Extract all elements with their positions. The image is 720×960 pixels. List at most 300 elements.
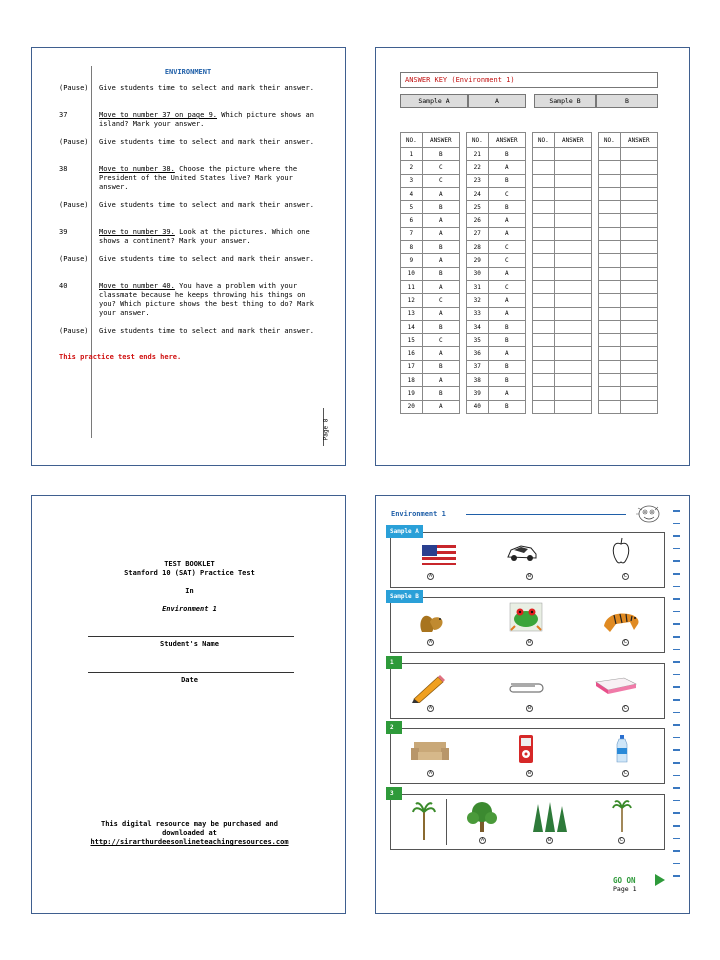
sample-b-value: B bbox=[596, 94, 658, 108]
cell-number: 36 bbox=[467, 347, 489, 360]
sample-a-label: Sample A bbox=[400, 94, 468, 108]
table-row bbox=[467, 214, 526, 227]
bubble-a[interactable]: A bbox=[428, 706, 433, 711]
cell-answer: B bbox=[488, 201, 525, 214]
cell-answer bbox=[620, 400, 657, 413]
ruler-tick bbox=[673, 548, 680, 550]
answer-key-title: ANSWER KEY (Environment 1) bbox=[400, 72, 658, 88]
cell-answer: A bbox=[422, 400, 459, 413]
ruler-tick bbox=[673, 623, 680, 625]
cell-answer: C bbox=[422, 334, 459, 347]
cell-answer: A bbox=[422, 307, 459, 320]
cell-number: 18 bbox=[401, 374, 423, 387]
cell-number bbox=[533, 294, 555, 307]
table-row bbox=[467, 360, 526, 373]
row-body: Give students time to select and mark their answer. bbox=[99, 138, 314, 146]
page-number: Page 1 bbox=[613, 885, 637, 893]
cell-number: 11 bbox=[401, 280, 423, 293]
ruler-tick bbox=[673, 850, 680, 852]
cell-answer: B bbox=[488, 400, 525, 413]
row-number: (Pause) bbox=[59, 255, 89, 263]
cell-number: 1 bbox=[401, 148, 423, 161]
cell-answer: C bbox=[422, 294, 459, 307]
cell-answer bbox=[620, 148, 657, 161]
table-row bbox=[401, 241, 460, 254]
table-row bbox=[599, 161, 658, 174]
row-lead: Move to number 38. bbox=[99, 165, 175, 173]
row-text bbox=[99, 201, 317, 210]
table-row bbox=[467, 334, 526, 347]
cell-answer: A bbox=[422, 227, 459, 240]
table-row bbox=[599, 374, 658, 387]
table-row bbox=[401, 267, 460, 280]
table-row bbox=[599, 174, 658, 187]
cell-answer bbox=[554, 307, 591, 320]
cell-answer bbox=[554, 280, 591, 293]
table-row bbox=[533, 241, 592, 254]
cell-number: 39 bbox=[467, 387, 489, 400]
column-answer: ANSWER bbox=[620, 133, 657, 148]
ruler-tick bbox=[673, 875, 680, 877]
answer-table-4 bbox=[598, 132, 658, 414]
cell-number bbox=[533, 174, 555, 187]
cell-number bbox=[599, 148, 621, 161]
row-number: (Pause) bbox=[59, 201, 89, 209]
table-row bbox=[533, 214, 592, 227]
cell-answer bbox=[620, 241, 657, 254]
cell-answer bbox=[620, 267, 657, 280]
cell-answer bbox=[620, 214, 657, 227]
row-body: Give students time to select and mark their answer. bbox=[99, 84, 314, 92]
ruler-tick bbox=[673, 661, 680, 663]
cell-number: 19 bbox=[401, 387, 423, 400]
table-row bbox=[401, 334, 460, 347]
cell-number: 7 bbox=[401, 227, 423, 240]
row-body: Which picture shows an island? Mark your answer. bbox=[99, 111, 314, 128]
bubble-a[interactable]: A bbox=[480, 838, 485, 843]
cover-subtitle: Stanford 10 (SAT) Practice Test bbox=[124, 569, 255, 577]
table-row bbox=[599, 254, 658, 267]
table-row bbox=[533, 174, 592, 187]
cell-number bbox=[533, 201, 555, 214]
sofa-icon bbox=[410, 738, 450, 764]
cell-number bbox=[533, 214, 555, 227]
cell-answer: A bbox=[488, 387, 525, 400]
cell-number: 20 bbox=[401, 400, 423, 413]
cell-answer: B bbox=[422, 387, 459, 400]
ruler-tick bbox=[673, 749, 680, 751]
row-number: (Pause) bbox=[59, 138, 89, 146]
answer-key-page bbox=[375, 47, 690, 466]
bubble-b[interactable]: B bbox=[527, 771, 532, 776]
cell-number bbox=[533, 374, 555, 387]
row-body: Give students time to select and mark their answer. bbox=[99, 327, 314, 335]
cell-answer bbox=[620, 174, 657, 187]
cell-answer bbox=[620, 360, 657, 373]
water-bottle-icon bbox=[614, 734, 630, 764]
cell-number bbox=[599, 241, 621, 254]
cell-number: 35 bbox=[467, 334, 489, 347]
footer-line-1: This digital resource may be purchased and bbox=[100, 820, 278, 828]
cell-number bbox=[599, 174, 621, 187]
table-row bbox=[599, 334, 658, 347]
divider bbox=[446, 799, 447, 845]
cell-number: 37 bbox=[467, 360, 489, 373]
cell-answer bbox=[620, 307, 657, 320]
cell-number: 16 bbox=[401, 347, 423, 360]
table-row bbox=[599, 187, 658, 200]
cell-answer bbox=[554, 267, 591, 280]
cell-answer bbox=[620, 280, 657, 293]
cell-number bbox=[599, 400, 621, 413]
bubble-b[interactable]: B bbox=[547, 838, 552, 843]
cell-number bbox=[533, 387, 555, 400]
cell-answer bbox=[554, 320, 591, 333]
cell-answer: A bbox=[488, 214, 525, 227]
column-no: NO. bbox=[401, 133, 423, 148]
table-row bbox=[599, 267, 658, 280]
page-header: Environment 1 bbox=[391, 510, 446, 518]
table-row bbox=[599, 400, 658, 413]
palm-tree-icon bbox=[412, 800, 436, 842]
table-row bbox=[467, 187, 526, 200]
cell-answer bbox=[554, 148, 591, 161]
table-row bbox=[467, 374, 526, 387]
cell-answer bbox=[554, 227, 591, 240]
question-2-tab: 2 bbox=[386, 721, 402, 734]
cell-number bbox=[599, 360, 621, 373]
eraser-icon bbox=[594, 676, 638, 696]
cell-answer bbox=[554, 201, 591, 214]
cell-number: 28 bbox=[467, 241, 489, 254]
row-number: 40 bbox=[59, 282, 68, 290]
cell-number: 12 bbox=[401, 294, 423, 307]
cell-answer: A bbox=[422, 280, 459, 293]
table-row bbox=[533, 227, 592, 240]
cell-number: 14 bbox=[401, 320, 423, 333]
table-row bbox=[599, 227, 658, 240]
table-row bbox=[401, 214, 460, 227]
cell-number: 10 bbox=[401, 267, 423, 280]
cell-number: 22 bbox=[467, 161, 489, 174]
cell-answer bbox=[554, 214, 591, 227]
cell-number bbox=[599, 161, 621, 174]
cell-number bbox=[533, 360, 555, 373]
table-header-row bbox=[401, 133, 460, 148]
margin-line bbox=[91, 66, 92, 438]
bubble-b[interactable]: B bbox=[527, 640, 532, 645]
table-row bbox=[401, 387, 460, 400]
ruler-tick bbox=[673, 636, 680, 638]
table-row bbox=[533, 360, 592, 373]
table-row bbox=[401, 280, 460, 293]
answer-table-3 bbox=[532, 132, 592, 414]
table-row bbox=[533, 254, 592, 267]
cell-answer: A bbox=[488, 294, 525, 307]
cell-number: 4 bbox=[401, 187, 423, 200]
apple-icon bbox=[610, 536, 632, 566]
table-row bbox=[401, 174, 460, 187]
row-body: You have a problem with your classmate because he keeps throwing his things on you? Which picture shows the best thing to do? Mark your answer. bbox=[99, 282, 314, 317]
bubble-c[interactable]: C bbox=[623, 640, 628, 645]
cell-answer: C bbox=[488, 187, 525, 200]
cell-answer: B bbox=[488, 148, 525, 161]
column-answer: ANSWER bbox=[488, 133, 525, 148]
cell-number bbox=[533, 400, 555, 413]
cell-answer bbox=[620, 320, 657, 333]
cell-answer bbox=[554, 187, 591, 200]
cell-number: 31 bbox=[467, 280, 489, 293]
row-body: Look at the pictures. Which one shows a continent? Mark your answer. bbox=[99, 228, 310, 245]
table-row bbox=[599, 320, 658, 333]
table-row bbox=[401, 201, 460, 214]
table-header-row bbox=[599, 133, 658, 148]
table-row bbox=[599, 201, 658, 214]
frog-icon bbox=[509, 602, 543, 632]
table-row bbox=[401, 148, 460, 161]
ruler-tick bbox=[673, 787, 680, 789]
bubble-b[interactable]: B bbox=[527, 574, 532, 579]
cell-answer bbox=[554, 174, 591, 187]
cell-number bbox=[533, 280, 555, 293]
ruler-tick bbox=[673, 649, 680, 651]
sample-b-label: Sample B bbox=[534, 94, 596, 108]
sample-a-value: A bbox=[468, 94, 526, 108]
ruler-tick bbox=[673, 611, 680, 613]
cell-number bbox=[599, 280, 621, 293]
table-row bbox=[401, 161, 460, 174]
row-text bbox=[99, 138, 317, 147]
table-row bbox=[533, 280, 592, 293]
bubble-c[interactable]: C bbox=[623, 771, 628, 776]
table-row bbox=[401, 187, 460, 200]
script-page bbox=[31, 47, 346, 466]
table-row bbox=[467, 227, 526, 240]
cell-number: 25 bbox=[467, 201, 489, 214]
cell-answer: C bbox=[488, 241, 525, 254]
cell-answer bbox=[620, 347, 657, 360]
ruler-tick bbox=[673, 560, 680, 562]
resource-link[interactable]: http://sirarthurdeesonlineteachingresources.com bbox=[90, 838, 289, 846]
row-body: Give students time to select and mark their answer. bbox=[99, 201, 314, 209]
date-label: Date bbox=[181, 676, 198, 684]
cell-number bbox=[599, 347, 621, 360]
ruler-tick bbox=[673, 712, 680, 714]
cell-number bbox=[533, 347, 555, 360]
table-row bbox=[467, 254, 526, 267]
footer-line-2: downloaded at bbox=[162, 829, 217, 837]
row-text bbox=[99, 282, 317, 318]
ruler-tick bbox=[673, 825, 680, 827]
cell-number bbox=[599, 254, 621, 267]
cell-number: 40 bbox=[467, 400, 489, 413]
answer-table-2 bbox=[466, 132, 526, 414]
ruler-tick bbox=[673, 737, 680, 739]
cell-number bbox=[533, 267, 555, 280]
cell-answer bbox=[554, 387, 591, 400]
table-row bbox=[401, 374, 460, 387]
cell-number: 24 bbox=[467, 187, 489, 200]
table-row bbox=[467, 148, 526, 161]
cell-number: 32 bbox=[467, 294, 489, 307]
cell-answer: B bbox=[488, 374, 525, 387]
table-row bbox=[467, 174, 526, 187]
cover-page bbox=[31, 495, 346, 914]
cell-answer: A bbox=[488, 347, 525, 360]
cell-answer: B bbox=[488, 334, 525, 347]
ruler-tick bbox=[673, 535, 680, 537]
cell-number bbox=[599, 387, 621, 400]
palm-tree-icon bbox=[612, 798, 632, 834]
cell-answer: A bbox=[488, 227, 525, 240]
student-name-label: Student's Name bbox=[159, 640, 219, 648]
cell-number: 30 bbox=[467, 267, 489, 280]
row-number: 39 bbox=[59, 228, 68, 236]
table-row bbox=[401, 254, 460, 267]
cell-answer bbox=[620, 161, 657, 174]
row-number: 37 bbox=[59, 111, 68, 119]
row-number: (Pause) bbox=[59, 84, 89, 92]
cell-number: 38 bbox=[467, 374, 489, 387]
cell-answer bbox=[554, 334, 591, 347]
cell-answer bbox=[554, 360, 591, 373]
cell-number: 8 bbox=[401, 241, 423, 254]
row-body: Choose the picture where the President of the United States live? Mark your answer. bbox=[99, 165, 298, 191]
bubble-b[interactable]: B bbox=[527, 706, 532, 711]
test-page bbox=[375, 495, 690, 914]
cell-number bbox=[599, 214, 621, 227]
music-player-icon bbox=[516, 734, 536, 764]
table-row bbox=[533, 320, 592, 333]
ruler-tick bbox=[673, 762, 680, 764]
table-row bbox=[533, 400, 592, 413]
cell-number bbox=[533, 334, 555, 347]
table-header-row bbox=[467, 133, 526, 148]
cell-answer bbox=[554, 347, 591, 360]
table-row bbox=[533, 347, 592, 360]
cell-answer: A bbox=[422, 214, 459, 227]
cell-answer bbox=[620, 227, 657, 240]
cell-answer: A bbox=[422, 347, 459, 360]
cell-number bbox=[533, 227, 555, 240]
student-name-line bbox=[88, 636, 294, 637]
cell-number bbox=[533, 161, 555, 174]
page-title: ENVIRONMENT bbox=[164, 68, 212, 76]
cell-number bbox=[533, 148, 555, 161]
cell-number bbox=[599, 307, 621, 320]
table-row bbox=[467, 294, 526, 307]
cell-answer bbox=[620, 374, 657, 387]
row-number: (Pause) bbox=[59, 327, 89, 335]
cell-answer bbox=[554, 254, 591, 267]
cell-number bbox=[533, 241, 555, 254]
bubble-c[interactable]: C bbox=[619, 838, 624, 843]
cell-number: 23 bbox=[467, 174, 489, 187]
bubble-a[interactable]: A bbox=[428, 771, 433, 776]
table-row bbox=[467, 347, 526, 360]
table-row bbox=[533, 294, 592, 307]
cell-answer: A bbox=[488, 307, 525, 320]
ruler-tick bbox=[673, 812, 680, 814]
table-row bbox=[599, 360, 658, 373]
go-on-label: GO ON bbox=[613, 876, 636, 885]
table-row bbox=[533, 334, 592, 347]
cell-answer: B bbox=[422, 320, 459, 333]
table-row bbox=[401, 320, 460, 333]
cell-number bbox=[599, 267, 621, 280]
column-answer: ANSWER bbox=[554, 133, 591, 148]
cell-answer: B bbox=[488, 360, 525, 373]
table-row bbox=[533, 307, 592, 320]
table-row bbox=[401, 347, 460, 360]
cell-answer bbox=[620, 254, 657, 267]
cell-number: 17 bbox=[401, 360, 423, 373]
cell-number: 33 bbox=[467, 307, 489, 320]
row-text bbox=[99, 111, 317, 129]
table-row bbox=[467, 387, 526, 400]
bubble-c[interactable]: C bbox=[623, 706, 628, 711]
cell-answer: B bbox=[422, 360, 459, 373]
ruler-tick bbox=[673, 724, 680, 726]
cell-number: 26 bbox=[467, 214, 489, 227]
page-number: Page 8 bbox=[322, 418, 330, 441]
cell-number bbox=[533, 320, 555, 333]
cell-answer: B bbox=[422, 267, 459, 280]
cell-number: 6 bbox=[401, 214, 423, 227]
table-row bbox=[533, 161, 592, 174]
cell-answer bbox=[554, 374, 591, 387]
table-row bbox=[599, 241, 658, 254]
question-1-tab: 1 bbox=[386, 656, 402, 669]
bubble-a[interactable]: A bbox=[428, 640, 433, 645]
go-on-arrow-icon bbox=[655, 874, 665, 886]
cell-number bbox=[599, 320, 621, 333]
cell-answer bbox=[554, 294, 591, 307]
row-lead: Move to number 40. bbox=[99, 282, 175, 290]
column-answer: ANSWER bbox=[422, 133, 459, 148]
row-text bbox=[99, 84, 317, 93]
table-row bbox=[533, 148, 592, 161]
cell-number bbox=[599, 294, 621, 307]
row-text bbox=[99, 327, 317, 336]
cell-answer bbox=[554, 241, 591, 254]
ruler-tick bbox=[673, 674, 680, 676]
cell-answer: B bbox=[422, 201, 459, 214]
bubble-a[interactable]: A bbox=[428, 574, 433, 579]
cell-number bbox=[599, 201, 621, 214]
cell-answer: A bbox=[422, 254, 459, 267]
pencil-icon bbox=[410, 673, 446, 703]
cover-environment: Environment 1 bbox=[162, 605, 217, 613]
sample-a-tab: Sample A bbox=[386, 525, 423, 538]
cell-answer: A bbox=[422, 187, 459, 200]
cell-answer: B bbox=[488, 174, 525, 187]
ruler-tick bbox=[673, 686, 680, 688]
cell-number bbox=[599, 334, 621, 347]
paperclip-icon bbox=[505, 682, 545, 694]
cell-number bbox=[599, 187, 621, 200]
flag-icon bbox=[420, 542, 458, 568]
question-3-tab: 3 bbox=[386, 787, 402, 800]
pine-trees-icon bbox=[532, 800, 568, 834]
ruler-tick bbox=[673, 775, 680, 777]
ruler-tick bbox=[673, 523, 680, 525]
table-row bbox=[467, 400, 526, 413]
cell-number: 2 bbox=[401, 161, 423, 174]
cover-title: TEST BOOKLET bbox=[164, 560, 215, 568]
bubble-c[interactable]: C bbox=[623, 574, 628, 579]
ruler-tick bbox=[673, 573, 680, 575]
